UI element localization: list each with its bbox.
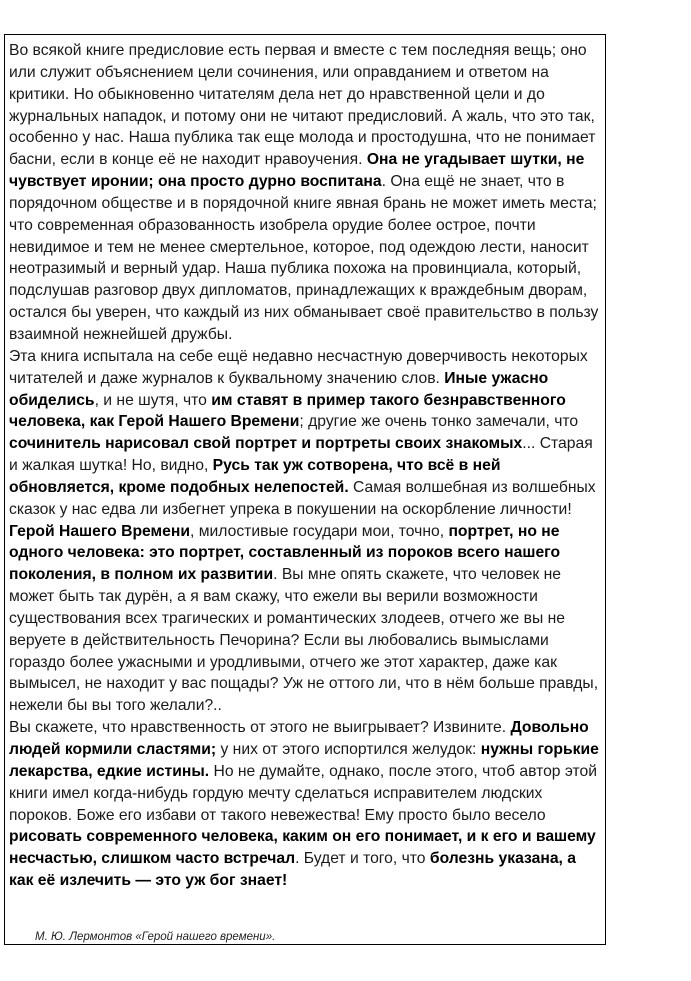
text-run: . Вы мне опять скажете, что человек не может быть так дурён, а я вам скажу, что ежели вы верили возможности существования всех трагических и романтических злодеев, отчего же вы не веруете в действительность Печорина? Если вы любовались вымыслами гораздо более ужасными и уродливыми, отчего же этот характер, даже как вымысел, не находит у вас пощады? Уж не оттого ли, что в нём больше правды, нежели бы вы того желали?.. — [9, 566, 599, 715]
paragraph-2 — [9, 346, 601, 521]
bold-run: Она не угадывает шутки, не чувствует иронии; она просто дурно воспитана — [9, 151, 585, 191]
bold-run: Довольно людей кормили сластями; — [9, 719, 589, 758]
text-run: у них от этого испортился желудок: — [216, 741, 481, 758]
text-run: Эта книга испытала на себе ещё недавно несчастную доверчивость некоторых читателей и даже журналов к буквальному значению слов. — [9, 347, 588, 387]
text-run: . Она ещё не знает, что в порядочном обществе и в порядочной книге явная брань не может иметь места; что современная образованность изобрела орудие более острое, почти невидимое и тем не менее смертельное, которое, под одеждою лести, наносит неотразимый и верный удар. Наша публика похожа на провинциала, который, подслушав разговор двух дипломатов, принадлежащих к враждебным дворам, остался бы уверен, что каждый из них обманывает своё правительство в пользу взаимной нежнейшей дружбы. — [9, 173, 599, 343]
text-run: Во всякой книге предисловие есть первая и вместе с тем последняя вещь; оно или служит объяснением цели сочинения, или оправданием и ответом на критики. Но обыкновенно читателям дела нет до нравственной цели и до журнальных нападок, и потому они не читают предисловий. А жаль, что это так, особенно у нас. Наша публика так еще молода и простодушна, что не понимает басни, если в конце её не находит нравоучения. — [9, 42, 596, 169]
bold-run: рисовать современного человека, каким он его понимает, и к его и вашему несчастью, слишком часто встречал — [9, 828, 596, 868]
paragraph-4 — [9, 717, 601, 892]
attribution: М. Ю. Лермонтов «Герой нашего времени». — [35, 931, 276, 943]
text-run: , милостивые государи мои, точно, — [190, 522, 449, 540]
text-run: , и не шутя, что — [94, 391, 212, 409]
text-run: Но не думайте, однако, после этого, чтоб автор этой книги имел когда-нибудь гордую мечту сделаться исправителем людских пороков. Боже его избави от такого невежества! Ему просто было весело — [9, 762, 598, 824]
bold-run: болезнь указана, а как её излечить — это уж бог знает! — [9, 850, 576, 890]
bold-run: нужны горькие лекарства, едкие истины. — [9, 741, 599, 780]
text-run: . Будет и того, что — [295, 850, 430, 868]
bold-run: портрет, но не одного человека: это портрет, составленный из пороков всего нашего поколения, в полном их развитии — [9, 522, 561, 584]
bold-run: сочинитель нарисовал свой портрет и портреты своих знакомых — [9, 435, 523, 453]
text-run: ... Старая и жалкая шутка! Но, видно, — [9, 435, 593, 475]
bold-run: Иные ужасно обиделись — [9, 369, 549, 409]
text-run: Самая волшебная из волшебных сказок у нас едва ли избегнет упрека в покушении на оскорбление личности! — [9, 478, 596, 518]
bold-run: им ставят в пример такого безнравственного человека, как Герой Нашего Времени — [9, 391, 566, 431]
bold-run: Герой Нашего Времени — [9, 522, 190, 540]
text-run: Вы скажете, что нравственность от этого не выигрывает? Извините. — [9, 719, 511, 737]
document-body — [9, 40, 601, 892]
bold-run: Русь так уж сотворена, что всё в ней обновляется, кроме подобных нелепостей. — [9, 457, 501, 496]
paragraph-3 — [9, 521, 601, 718]
text-run: ; другие же очень тонко замечали, что — [299, 413, 579, 431]
paragraph-1 — [9, 40, 601, 346]
